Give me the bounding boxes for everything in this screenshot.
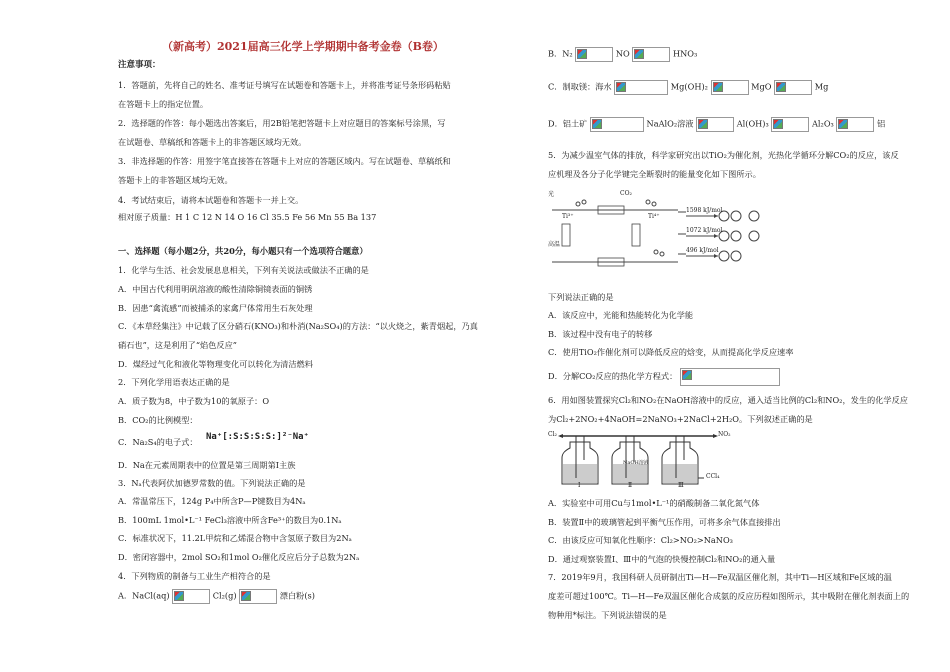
diagram-label: Ti³⁺ — [562, 213, 574, 220]
q3-option-a: A．常温常压下，124g P₄中所含P—P键数目为4Nₐ — [118, 496, 306, 506]
q4-option-b — [548, 47, 697, 62]
q4-option-d — [548, 117, 885, 132]
q6-stem: 6．用如图装置探究Cl₂和NO₂在NaOH溶液中的反应，通入适当比例的Cl₂和NO₂，发生的化学反应 — [548, 395, 908, 405]
q4b-part: HNO₃ — [672, 48, 698, 59]
q5-option-a: A．该反应中，光能和热能转化为化学能 — [548, 310, 694, 320]
diagram-label: CO₂ — [620, 190, 632, 197]
notice-line: 在试题卷、草稿纸和答题卡上的非答题区域均无效。 — [118, 137, 307, 147]
bottle-label: Ⅰ — [578, 482, 581, 489]
q7-stem-cont: 物种用*标注。下列说法错误的是 — [548, 610, 667, 620]
q3-stem: 3．Nₐ代表阿伏加德罗常数的值。下列说法正确的是 — [118, 478, 306, 488]
q1-option-c: C．《本草经集注》中记载了区分硝石(KNO₃)和朴消(Na₂SO₄)的方法：“以火烧之，紫青烟起，乃真 — [118, 321, 478, 331]
q4-option-a — [118, 589, 315, 604]
q6-option-d: D．通过观察装置Ⅰ、Ⅲ中的气泡的快慢控制Cl₂和NO₂的通入量 — [548, 554, 776, 564]
q4a-part: 漂白粉(s) — [279, 590, 315, 601]
q7-stem-cont: 度差可超过100℃。Ti—H—Fe双温区催化合成氨的反应历程如图所示，其中吸附在催化剂表面上的 — [548, 591, 910, 601]
bottle-label: Ⅲ — [678, 482, 684, 489]
q2-option-d: D．Na在元素周期表中的位置是第三周期第Ⅰ主族 — [118, 460, 296, 470]
q4-option-c — [548, 80, 828, 95]
missing-image-icon — [590, 117, 644, 132]
q4a-part: A．NaCl(aq) — [118, 590, 170, 601]
missing-image-icon — [774, 80, 812, 95]
q4c-part: Mg(OH)₂ — [670, 81, 708, 92]
q4d-part: 铝 — [877, 118, 886, 129]
q6-stem-cont: 为Cl₂+2NO₂+4NaOH=2NaNO₃+2NaCl+2H₂O。下列叙述正确的是 — [548, 414, 813, 424]
section-heading: 一、选择题（每小题2分，共20分，每小题只有一个选项符合题意） — [118, 246, 368, 256]
electron-formula: Na⁺[:S:S:S:S:]²⁻Na⁺ — [206, 432, 309, 442]
energy-label: 496 kJ/mol — [686, 247, 719, 254]
missing-image-icon — [575, 47, 613, 62]
gas-out-label: NO₂ — [718, 431, 731, 438]
solution-label: NaOH溶液 — [623, 460, 649, 466]
diagram-label: 光 — [548, 191, 555, 198]
gas-in-label: Cl₂ — [548, 431, 557, 438]
co2-mechanism-diagram — [548, 186, 788, 278]
q1-stem: 1．化学与生活、社会发展息息相关，下列有关说法或做法不正确的是 — [118, 265, 369, 275]
q4c-part: C．制取镁：海水 — [548, 81, 612, 92]
q4d-part: Al₂O₃ — [812, 118, 834, 129]
q4a-part: Cl₂(g) — [212, 590, 237, 601]
missing-image-icon — [711, 80, 749, 95]
missing-image-icon — [172, 589, 210, 604]
q4b-part: NO — [615, 48, 630, 59]
missing-image-icon — [632, 47, 670, 62]
q6-option-b: B．装置Ⅱ中的玻璃管起到平衡气压作用，可将多余气体直接排出 — [548, 517, 781, 527]
q5-stem-cont: 应机理及各分子化学键完全断裂时的能量变化如下图所示。 — [548, 169, 761, 179]
page-title: （新高考）2021届高三化学上学期期中备考金卷（B卷） — [162, 40, 444, 53]
notice-line: 3．非选择题的作答：用签字笔直接答在答题卡上对应的答题区域内。写在试题卷、草稿纸和 — [118, 156, 451, 166]
diagram-label: 高温 — [548, 241, 561, 248]
missing-image-icon — [696, 117, 734, 132]
q2-stem: 2．下列化学用语表达正确的是 — [118, 377, 230, 387]
q2-option-c: C．Na₂S₄的电子式： — [118, 437, 198, 447]
q3-option-c: C．标准状况下，11.2L甲烷和乙烯混合物中含氢原子数目为2Nₐ — [118, 533, 352, 543]
bottle-label: Ⅱ — [628, 482, 633, 489]
missing-image-icon — [680, 368, 780, 386]
notice-heading: 注意事项： — [118, 60, 161, 70]
q4-stem: 4．下列物质的制备与工业生产相符合的是 — [118, 571, 271, 581]
q4d-part: D．铝土矿 — [548, 118, 588, 129]
ccl4-label: CCl₄ — [706, 473, 720, 480]
q2-option-a: A．质子数为8，中子数为10的氧原子：O — [118, 396, 270, 406]
q7-stem: 7．2019年9月，我国科研人员研制出Ti—H—Fe双温区催化剂，其中Ti—H区域和Fe区域的温 — [548, 572, 892, 582]
q6-option-a: A．实验室中可用Cu与1mol•L⁻¹的硝酸制备二氧化氮气体 — [548, 498, 760, 508]
q4b-part: B．N₂ — [548, 48, 573, 59]
q2-option-b: B．CO₂的比例模型： — [118, 415, 198, 425]
q5-option-c: C．使用TiO₂作催化剂可以降低反应的焓变，从而提高化学反应速率 — [548, 347, 794, 357]
q4d-part: Al(OH)₃ — [736, 118, 769, 129]
q1-option-a: A．中国古代利用明矾溶液的酸性清除铜镜表面的铜锈 — [118, 284, 313, 294]
q1-option-b: B．因患“禽流感”而被捕杀的家禽尸体常用生石灰处理 — [118, 303, 313, 313]
missing-image-icon — [771, 117, 809, 132]
notice-line: 4．考试结束后，请将本试题卷和答题卡一并上交。 — [118, 195, 304, 205]
q3-option-d: D．密闭容器中，2mol SO₂和1mol O₂催化反应后分子总数为2Nₐ — [118, 552, 360, 562]
notice-line: 1．答题前，先将自己的姓名、准考证号填写在试题卷和答题卡上，并将准考证号条形码粘贴 — [118, 80, 451, 90]
q4d-part: NaAlO₂溶液 — [646, 118, 694, 129]
q6-option-c: C．由该反应可知氧化性顺序：Cl₂>NO₂>NaNO₃ — [548, 535, 733, 545]
missing-image-icon — [614, 80, 668, 95]
q4c-part: MgO — [751, 81, 772, 92]
energy-label: 1598 kJ/mol — [686, 207, 723, 214]
q5-stem: 5．为减少温室气体的排放，科学家研究出以TiO₂为催化剂，光热化学循环分解CO₂的反应，该反 — [548, 150, 899, 160]
q5-prompt: 下列说法正确的是 — [548, 292, 614, 302]
notice-line: 在答题卡上的指定位置。 — [118, 99, 209, 109]
atomic-mass-line: 相对原子质量：H 1 C 12 N 14 O 16 Cl 35.5 Fe 56 Mn 55 Ba 137 — [118, 212, 377, 222]
q5-option-d — [548, 368, 780, 386]
q4c-part: Mg — [814, 81, 829, 92]
q1-option-d: D．煤经过气化和液化等物理变化可以转化为清洁燃料 — [118, 359, 313, 369]
q1-option-c-cont: 硝石也”，这是利用了“焰色反应” — [118, 340, 237, 350]
q3-option-b: B．100mL 1mol•L⁻¹ FeCl₃溶液中所含Fe³⁺的数目为0.1Nₐ — [118, 515, 342, 525]
notice-line: 2．选择题的作答：每小题选出答案后，用2B铅笔把答题卡上对应题目的答案标号涂黑，写 — [118, 118, 446, 128]
q5-option-b: B．该过程中没有电子的转移 — [548, 329, 653, 339]
q5d-text: D．分解CO₂反应的热化学方程式： — [548, 371, 678, 381]
energy-label: 1072 kJ/mol — [686, 227, 723, 234]
missing-image-icon — [239, 589, 277, 604]
notice-line: 答题卡上的非答题区域均无效。 — [118, 175, 233, 185]
missing-image-icon — [836, 117, 874, 132]
diagram-label: Ti⁴⁺ — [648, 213, 660, 220]
